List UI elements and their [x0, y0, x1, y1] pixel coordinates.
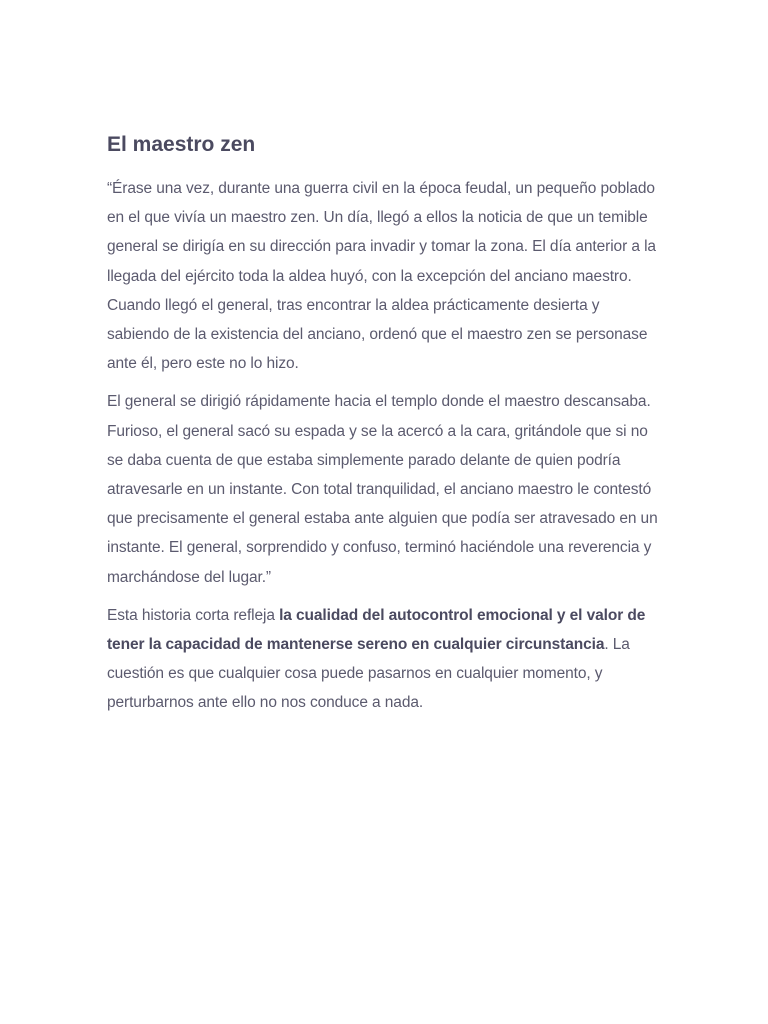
- article: [107, 128, 663, 727]
- conclusion-intro: Esta historia corta refleja: [107, 606, 280, 624]
- paragraph-conclusion: [107, 601, 663, 718]
- conclusion-emphasis: la cualidad del autocontrol emocional y el valor de tener la capacidad de mantenerse sereno en cualquier circunstancia: [107, 606, 646, 654]
- conclusion-ending: . La cuestión es que cualquier cosa puede pasarnos en cualquier momento, y perturbarnos ante ello no nos conduce a nada.: [107, 636, 630, 712]
- article-title: El maestro zen: [107, 133, 256, 156]
- paragraph-story-end: El general se dirigió rápidamente hacia el templo donde el maestro descansaba. Furioso, el general sacó su espada y se la acercó a la cara, gritándole que si no se daba cuenta de que estaba simplemente parado delante de quien podría atravesarle en un instante. Con total tranquilidad, el anciano maestro le contestó que precisamente el general estaba ante alguien que podía ser atravesado en un instante. El general, sorprendido y confuso, terminó haciéndole una reverencia y marchándose del lugar.”: [107, 393, 658, 586]
- paragraph-story-start: “Érase una vez, durante una guerra civil en la época feudal, un pequeño poblado en el que vivía un maestro zen. Un día, llegó a ellos la noticia de que un temible general se dirigía en su dirección para invadir y tomar la zona. El día anterior a la llegada del ejército toda la aldea huyó, con la excepción del anciano maestro. Cuando llegó el general, tras encontrar la aldea prácticamente desierta y sabiendo de la existencia del anciano, ordenó que el maestro zen se personase ante él, pero este no lo hizo.: [107, 180, 656, 373]
